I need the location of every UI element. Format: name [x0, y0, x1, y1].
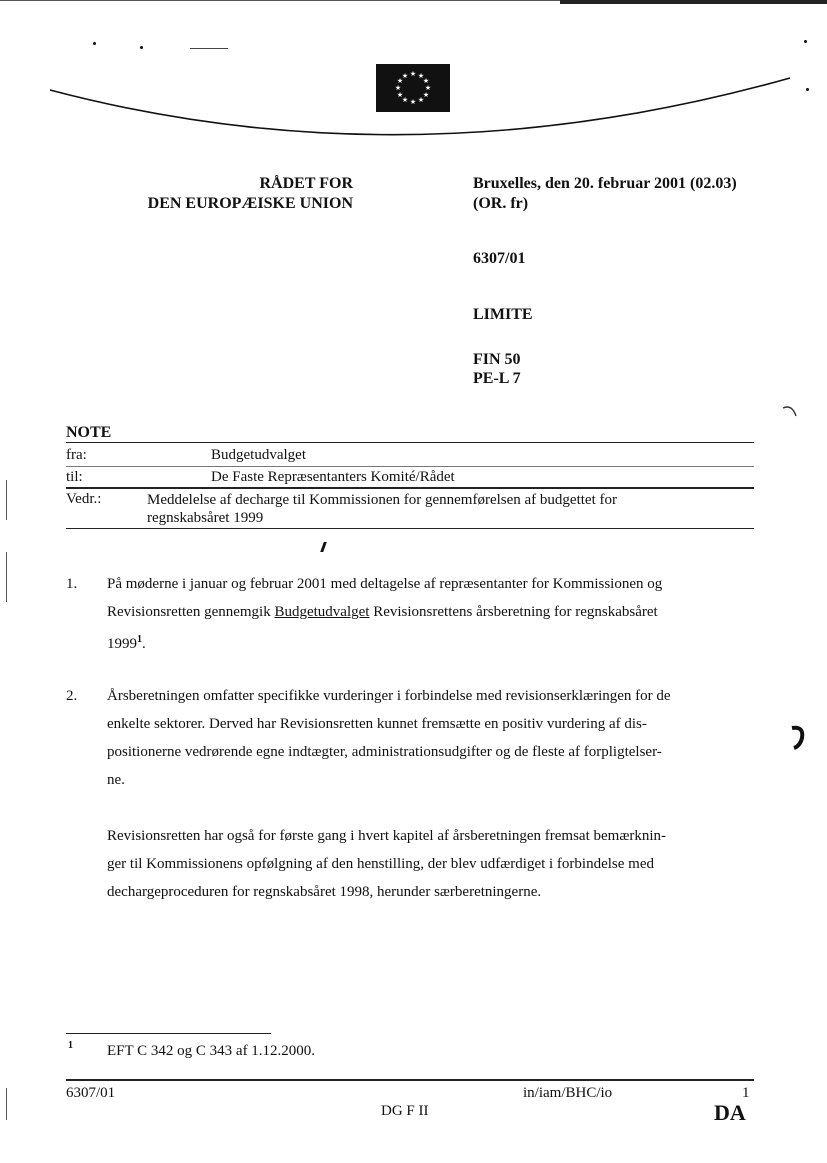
original-language: (OR. fr)	[473, 195, 529, 212]
paragraph-1-line3	[107, 626, 757, 658]
paragraph-1-line2-pre: Revisionsretten gennemgik	[107, 604, 275, 620]
paragraph-2-line3: positionerne vedrørende egne indtægter, administrationsudgifter og de fleste af forpligtelser-	[107, 744, 662, 760]
svg-text:★: ★	[409, 98, 417, 106]
fax-header-dark-band	[560, 0, 827, 4]
footer-doc-number: 6307/01	[66, 1085, 116, 1101]
from-label: fra:	[66, 447, 87, 463]
note-rule-from	[66, 466, 754, 467]
date-block	[473, 174, 737, 214]
svg-text:★: ★	[417, 72, 425, 80]
document-codes	[473, 350, 521, 388]
note-rule-top	[66, 442, 754, 443]
paragraph-1-period: .	[142, 636, 146, 652]
to-label: til:	[66, 469, 83, 485]
scan-margin-line	[6, 480, 7, 520]
paragraph-1-line2-post: Revisionsrettens årsberetning for regnskabsåret	[369, 604, 658, 620]
svg-text:★: ★	[396, 91, 404, 99]
footnote-reference[interactable]: 1	[137, 634, 142, 645]
budget-committee-link[interactable]: Budgetudvalget	[274, 604, 370, 620]
paragraph-number-2: 2.	[66, 688, 78, 704]
council-name-line2: DEN EUROPÆISKE UNION	[147, 195, 353, 212]
scan-artifact-mark	[790, 724, 806, 750]
footer-directorate: DG F II	[381, 1103, 429, 1119]
paragraph-3-line3: dechargeproceduren for regnskabsåret 1998, herunder særberetningerne.	[107, 884, 542, 900]
header-arc-decoration	[0, 70, 827, 150]
paragraph-1-year: 1999	[107, 636, 137, 652]
subject-value	[147, 491, 617, 527]
paragraph-2	[107, 682, 757, 794]
paragraph-3-line1: Revisionsretten har også for første gang i hvert kapitel af årsberetningen fremsat bemærknin-	[107, 828, 666, 844]
note-label: NOTE	[66, 424, 112, 441]
paragraph-1	[107, 570, 757, 658]
date-line: Bruxelles, den 20. februar 2001 (02.03)	[473, 175, 737, 192]
paragraph-2-line2: enkelte sektorer. Derved har Revisionsretten kunnet fremsætte en positiv vurdering af dis-	[107, 716, 647, 732]
svg-text:★: ★	[401, 96, 409, 104]
scan-speck	[140, 46, 143, 49]
footnote-rule	[66, 1033, 271, 1034]
scan-speck	[93, 42, 96, 45]
scan-speck	[320, 542, 327, 552]
paragraph-1-line1: På møderne i januar og februar 2001 med deltagelse af repræsentanter for Kommissionen og	[107, 576, 663, 592]
svg-text:★: ★	[417, 96, 425, 104]
document-number: 6307/01	[473, 250, 526, 267]
svg-text:★: ★	[394, 84, 402, 92]
scan-speck	[806, 88, 809, 91]
note-rule-to	[66, 487, 754, 489]
to-value: De Faste Repræsentanters Komité/Rådet	[211, 469, 455, 485]
paragraph-number-1: 1.	[66, 576, 78, 592]
council-name-line1: RÅDET FOR	[259, 175, 353, 192]
footnote-number: 1	[68, 1040, 73, 1051]
svg-text:★: ★	[396, 77, 404, 85]
code-pe: PE-L 7	[473, 370, 521, 387]
paragraph-3	[107, 822, 757, 906]
scan-artifact-mark	[780, 402, 800, 422]
classification-label: LIMITE	[473, 306, 533, 323]
svg-text:★: ★	[409, 70, 417, 78]
note-rule-bottom	[66, 528, 754, 529]
from-value: Budgetudvalget	[211, 447, 306, 463]
footer-rule	[66, 1079, 754, 1081]
svg-text:★: ★	[401, 72, 409, 80]
scan-margin-line	[6, 1088, 7, 1120]
scan-mark	[190, 48, 228, 49]
svg-text:★: ★	[422, 77, 430, 85]
paragraph-3-line2: ger til Kommissionens opfølgning af den henstilling, der blev udfærdiget i forbindelse med	[107, 856, 654, 872]
code-fin: FIN 50	[473, 351, 521, 368]
paragraph-2-line1: Årsberetningen omfatter specifikke vurderinger i forbindelse med revisionserklæringen for de	[107, 688, 671, 704]
footer-initials: in/iam/BHC/io	[523, 1085, 613, 1101]
subject-label: Vedr.:	[66, 491, 102, 507]
svg-text:★: ★	[422, 91, 430, 99]
footnote-text: EFT C 342 og C 343 af 1.12.2000.	[107, 1043, 316, 1059]
svg-text:★: ★	[424, 84, 432, 92]
council-name	[100, 174, 353, 214]
footer-language-code: DA	[714, 1100, 746, 1125]
paragraph-2-line4: ne.	[107, 772, 125, 788]
footer-page-number: 1	[742, 1085, 750, 1101]
paragraph-1-line2	[107, 598, 757, 626]
scan-speck	[804, 40, 807, 43]
scan-margin-line	[6, 552, 7, 602]
subject-line1: Meddelelse af decharge til Kommissionen for gennemførelsen af budgettet for	[147, 492, 617, 508]
subject-line2: regnskabsåret 1999	[147, 510, 264, 526]
